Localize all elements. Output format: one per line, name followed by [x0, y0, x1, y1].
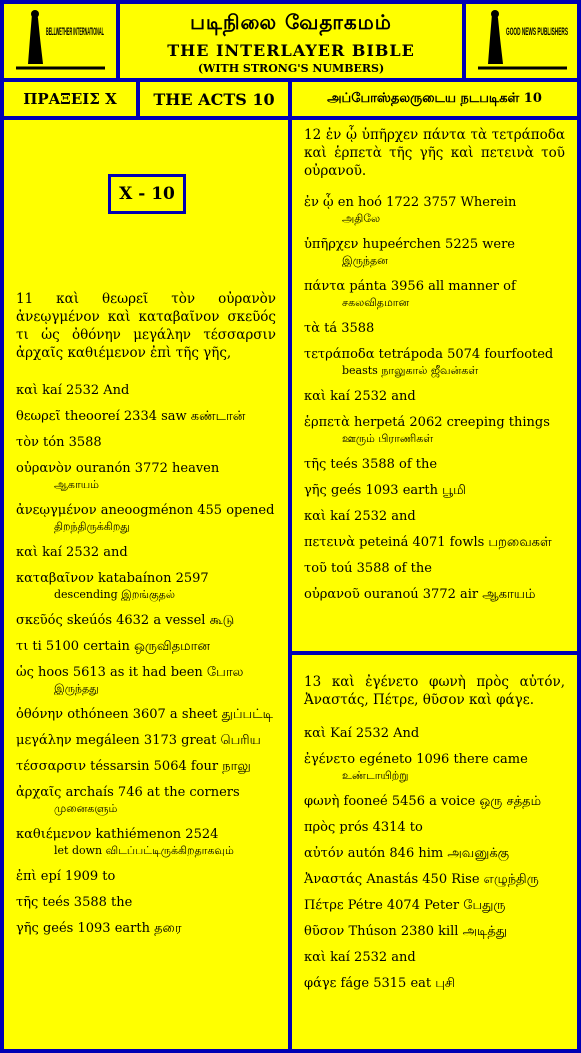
- word-gloss: καὶ kaí 2532 and: [16, 545, 128, 560]
- word-entry: [16, 664, 276, 697]
- right-top-word-list: [304, 194, 565, 603]
- left-column: [4, 120, 288, 1049]
- word-gloss: γῆς geés 1093 earth பூமி: [304, 483, 466, 498]
- word-gloss: καταβαῖνον katabaínon 2597: [16, 571, 209, 586]
- word-entry: [16, 732, 276, 749]
- word-entry: [16, 434, 276, 451]
- word-gloss: φωνὴ fooneé 5456 a voice ஒரு சத்தம்: [304, 794, 542, 809]
- word-entry: [16, 784, 276, 817]
- word-entry: [16, 570, 276, 603]
- word-gloss: ἐπὶ epí 1909 to: [16, 869, 116, 884]
- word-entry: [304, 819, 565, 836]
- word-entry: [16, 382, 276, 399]
- word-entry: [16, 408, 276, 425]
- word-entry: [16, 460, 276, 493]
- word-entry: [304, 456, 565, 473]
- word-tamil-gloss: சகலவிதமான: [342, 296, 410, 309]
- word-entry: [304, 236, 565, 269]
- word-gloss: τοῦ toú 3588 of the: [304, 561, 432, 576]
- word-entry: [16, 502, 276, 535]
- word-gloss: οὐρανοῦ ouranoú 3772 air ஆகாயம்: [304, 587, 536, 602]
- word-entry: [16, 868, 276, 885]
- logo-text-right: GOOD NEWS PUBLISHERS: [505, 26, 568, 38]
- chapter-badge: X - 10: [108, 174, 186, 214]
- word-entry: [16, 544, 276, 561]
- word-gloss: πετεινὰ peteiná 4071 fowls பறவைகள்: [304, 535, 552, 550]
- word-gloss: ὡς hoos 5613 as it had been போல: [16, 665, 244, 680]
- word-tamil-gloss: ஊரும் பிராணிகள்: [342, 432, 434, 445]
- word-tamil-gloss: திறந்திருக்கிறது: [54, 520, 130, 533]
- word-gloss: Πέτρε Pétre 4074 Peter பேதுரு: [304, 898, 506, 913]
- verse-12-text: 12 ἐν ᾧ ὑπῆρχεν πάντα τὰ τετράποδα καὶ ἑρπετὰ τῆς γῆς καὶ πετεινὰ τοῦ οὐρανοῦ.: [304, 127, 565, 179]
- word-tamil-gloss: இருந்தது: [54, 682, 99, 695]
- word-entry: [304, 923, 565, 940]
- word-entry: [304, 871, 565, 888]
- word-gloss: τῆς teés 3588 the: [16, 895, 133, 910]
- word-gloss: ὑπῆρχεν hupeérchen 5225 were: [304, 237, 515, 252]
- word-gloss: πρὸς prós 4314 to: [304, 820, 423, 835]
- title-block: [120, 4, 462, 78]
- word-entry: [304, 194, 565, 227]
- word-entry: [304, 508, 565, 525]
- word-gloss: ἀρχαῖς archaís 746 at the corners: [16, 785, 240, 800]
- word-entry: [304, 725, 565, 742]
- word-gloss: τέσσαρσιν téssarsin 5064 four நாலு: [16, 759, 251, 774]
- word-entry: [304, 388, 565, 405]
- subtitle: (WITH STRONG'S NUMBERS): [197, 62, 385, 75]
- word-tamil-gloss: உண்டாயிற்று: [342, 769, 409, 782]
- bellwether-logo: [4, 4, 116, 78]
- word-entry: [16, 920, 276, 937]
- word-entry: [304, 278, 565, 311]
- tab-tamil: அப்போஸ்தலருடைய நடபடிகள் 10: [292, 82, 577, 116]
- word-entry: [304, 482, 565, 499]
- word-gloss: Ἀναστάς Anastás 450 Rise எழுந்திரு: [304, 872, 539, 887]
- word-gloss: καὶ kaí 2532 And: [16, 383, 130, 398]
- word-gloss: πάντα pánta 3956 all manner of: [304, 279, 516, 294]
- word-tamil-gloss: இருந்தன: [342, 254, 388, 267]
- good-news-logo: [466, 4, 577, 78]
- word-entry: [304, 897, 565, 914]
- word-gloss: τὸν tón 3588: [16, 435, 102, 450]
- word-entry: [304, 414, 565, 447]
- good-news-logo-icon: [472, 8, 572, 74]
- word-tamil-gloss: அதிலே: [342, 212, 381, 225]
- word-entry: [16, 758, 276, 775]
- word-tamil-gloss: முனைகளும்: [54, 802, 118, 815]
- word-gloss: ὀθόνην othóneen 3607 a sheet துப்பட்டி: [16, 707, 273, 722]
- word-gloss: αὐτόν autón 846 him அவனுக்கு: [304, 846, 510, 861]
- word-gloss: σκεῦός skeúós 4632 a vessel கூடு: [16, 613, 235, 628]
- word-tamil-gloss: ஆகாயம்: [54, 478, 99, 491]
- word-entry: [304, 793, 565, 810]
- word-tamil-gloss: descending இறங்குதல்: [54, 588, 175, 601]
- word-gloss: τῆς teés 3588 of the: [304, 457, 438, 472]
- word-entry: [16, 638, 276, 655]
- bellwether-logo-icon: [10, 8, 110, 74]
- word-entry: [304, 949, 565, 966]
- word-gloss: γῆς geés 1093 earth தரை: [16, 921, 182, 936]
- verse-13-text: 13 καὶ ἐγένετο φωνὴ πρὸς αὐτόν, Ἀναστάς, Πέτρε, θῦσον καὶ φάγε.: [304, 674, 565, 708]
- word-gloss: ἀνεῳγμένον aneoogménon 455 opened: [16, 503, 275, 518]
- word-entry: [304, 751, 565, 784]
- word-gloss: καὶ kaí 2532 and: [304, 389, 416, 404]
- title-english: THE INTERLAYER BIBLE: [167, 41, 415, 60]
- word-entry: [304, 534, 565, 551]
- word-entry: [304, 845, 565, 862]
- word-tamil-gloss: let down விடப்பட்டிருக்கிறதாகவும்: [54, 844, 234, 857]
- right-bottom-column: [292, 655, 577, 1049]
- right-top-column: [292, 120, 577, 651]
- right-bottom-word-list: [304, 725, 565, 992]
- word-entry: [304, 586, 565, 603]
- verse-11-text: 11 καὶ θεωρεῖ τὸν οὐρανὸν ἀνεῳγμένον καὶ καταβαῖνον σκεῦός τι ὡς ὀθόνην μεγάλην τέσσαρσιν ἀρχαῖς καθιέμενον ἐπὶ τῆς γῆς,: [16, 291, 276, 361]
- left-word-list: [16, 382, 276, 937]
- word-entry: [16, 894, 276, 911]
- word-gloss: τι ti 5100 certain ஒருவிதமான: [16, 639, 211, 654]
- word-gloss: φάγε fáge 5315 eat புசி: [304, 976, 456, 991]
- word-entry: [16, 826, 276, 859]
- logo-text-top: BELLWETHER INTERNATIONAL: [46, 26, 105, 38]
- word-tamil-gloss: beasts நாலுகால் ஜீவன்கள்: [342, 364, 479, 377]
- title-tamil: படிநிலை வேதாகமம்: [190, 10, 392, 34]
- word-gloss: μεγάλην megáleen 3173 great பெரிய: [16, 733, 261, 748]
- word-gloss: τὰ tá 3588: [304, 321, 375, 336]
- word-entry: [16, 612, 276, 629]
- word-gloss: ἐγένετο egéneto 1096 there came: [304, 752, 528, 767]
- word-gloss: ἑρπετὰ herpetá 2062 creeping things: [304, 415, 550, 430]
- tab-greek: ΠΡΑΞΕΙΣ X: [4, 82, 136, 116]
- word-gloss: θῦσον Thúson 2380 kill அடித்து: [304, 924, 508, 939]
- word-entry: [304, 346, 565, 379]
- tab-english: THE ACTS 10: [140, 82, 288, 116]
- word-gloss: καὶ Kaí 2532 And: [304, 726, 420, 741]
- word-gloss: οὐρανὸν ouranón 3772 heaven: [16, 461, 220, 476]
- word-entry: [304, 975, 565, 992]
- word-gloss: τετράποδα tetrápoda 5074 fourfooted: [304, 347, 554, 362]
- word-gloss: καθιέμενον kathiémenon 2524: [16, 827, 219, 842]
- word-entry: [304, 320, 565, 337]
- word-gloss: καὶ kaí 2532 and: [304, 509, 416, 524]
- word-entry: [16, 706, 276, 723]
- word-gloss: καὶ kaí 2532 and: [304, 950, 416, 965]
- word-gloss: θεωρεῖ theooreí 2334 saw கண்டான்: [16, 409, 246, 424]
- word-gloss: ἐν ᾧ en hoó 1722 3757 Wherein: [304, 195, 517, 210]
- word-entry: [304, 560, 565, 577]
